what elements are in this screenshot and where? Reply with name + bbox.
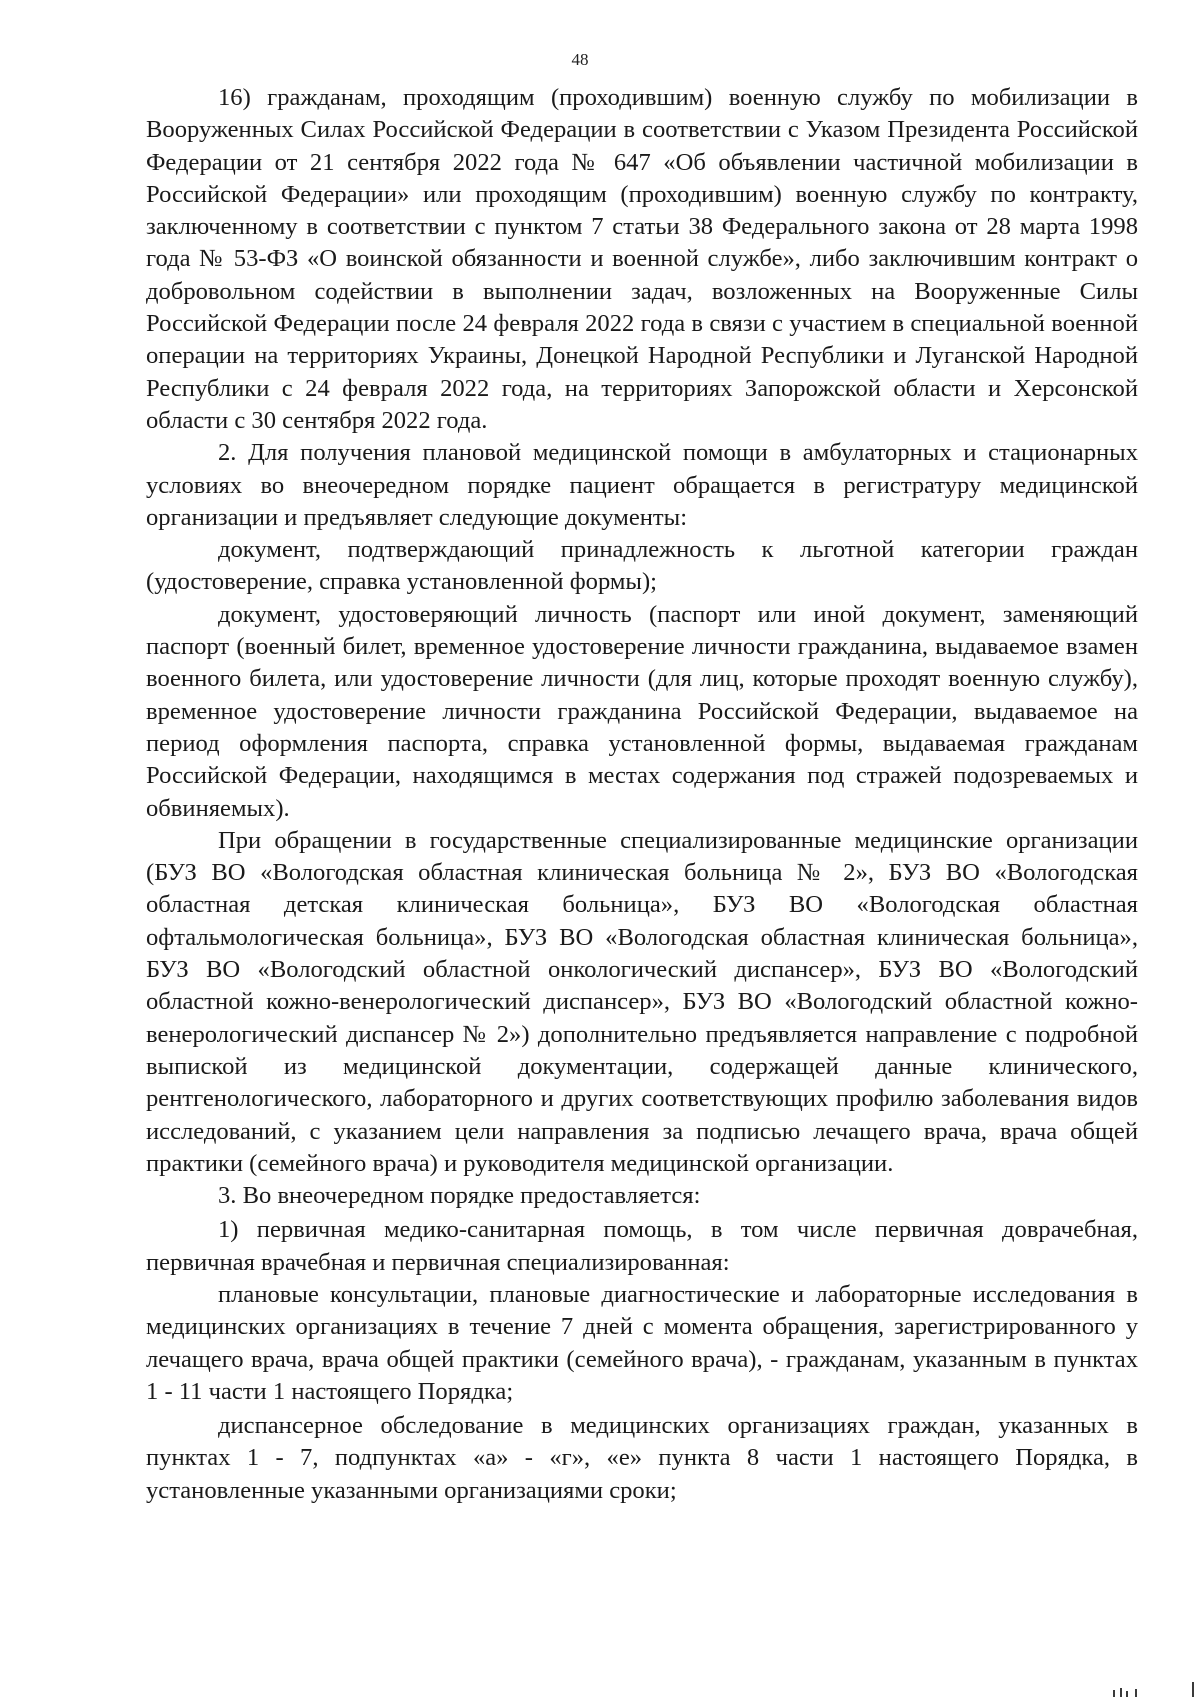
paragraph-dispensary-examination: диспансерное обследование в медицинских организациях граждан, указанных в пунктах 1 - 7, подпунктах «а» - «г», «е» пункта 8 части 1 настоящего Порядка, в установленные указанными организациями сроки;: [146, 1412, 1138, 1504]
page-number: 48: [571, 50, 589, 69]
paragraph-primary-care: 1) первичная медико-санитарная помощь, в том числе первичная доврачебная, первичная врачебная и первичная специализированная:: [146, 1216, 1138, 1276]
paragraph-item-16: 16) гражданам, проходящим (проходившим) военную службу по мобилизации в Вооруженных Силах Российской Федерации в соответствии с Указом Президента Российской Федерации от 21 сентября 2022 года № 647 «Об объявлении частичной мобилизации в Российской Федерации» или проходящим (проходившим) военную службу по контракту, заключенному в соответствии с пунктом 7 статьи 38 Федерального закона от 28 марта 1998 года № 53-ФЗ «О воинской обязанности и военной службе», либо заключившим контракт о добровольном содействии в выполнении задач, возложенных на Вооруженные Силы Российской Федерации после 24 февраля 2022 года в связи с участием в специальной военной операции на территориях Украины, Донецкой Народной Республики и Луганской Народной Республики с 24 февраля 2022 года, на территориях Запорожской области и Херсонской области с 30 сентября 2022 года.: [146, 84, 1138, 434]
paragraph-planned-consultations: плановые консультации, плановые диагностические и лабораторные исследования в медицинских организациях в течение 7 дней с момента обращения, зарегистрированного у лечащего врача, врача общей практики (семейного врача), - гражданам, указанным в пунктах 1 - 11 части 1 настоящего Порядка;: [146, 1280, 1138, 1405]
paragraph-specialized-organizations: При обращении в государственные специализированные медицинские организации (БУЗ ВО «Вологодская областная клиническая больница № 2», БУЗ ВО «Вологодская областная детская клиническая больница», БУЗ ВО «Вологодская областная офтальмологическая больница», БУЗ ВО «Вологодская областная клиническая больница», БУЗ ВО «Вологодский областной онкологический диспансер», БУЗ ВО «Вологодский областной кожно-венерологический диспансер», БУЗ ВО «Вологодский областной кожно-венерологический диспансер № 2») дополнительно предъявляется направление с подробной выпиской из медицинской документации, содержащей данные клинического, рентгенологического, лабораторного и других соответствующих профилю заболевания видов исследований, с указанием цели направления за подписью лечащего врача, врача общей практики (семейного врача) и руководителя медицинской организации.: [146, 826, 1138, 1177]
document-body: [146, 82, 1138, 1507]
paragraph-section-3: 3. Во внеочередном порядке предоставляется:: [218, 1182, 701, 1210]
paragraph-section-2: 2. Для получения плановой медицинской помощи в амбулаторных и стационарных условиях во внеочередном порядке пациент обращается в регистратуру медицинской организации и предъявляет следующие документы:: [146, 439, 1138, 531]
scan-edge-marks: [1095, 1680, 1200, 1697]
paragraph-benefit-document: документ, подтверждающий принадлежность к льготной категории граждан (удостоверение, справка установленной формы);: [146, 536, 1138, 596]
paragraph-identity-document: документ, удостоверяющий личность (паспорт или иной документ, заменяющий паспорт (военный билет, временное удостоверение личности гражданина, выдаваемое взамен военного билета, или удостоверение личности (для лиц, которые проходят военную службу), временное удостоверение личности гражданина Российской Федерации, выдаваемое на период оформления паспорта, справка установленной формы, выдаваемая гражданам Российской Федерации, находящимся в местах содержания под стражей подозреваемых и обвиняемых).: [146, 600, 1138, 822]
